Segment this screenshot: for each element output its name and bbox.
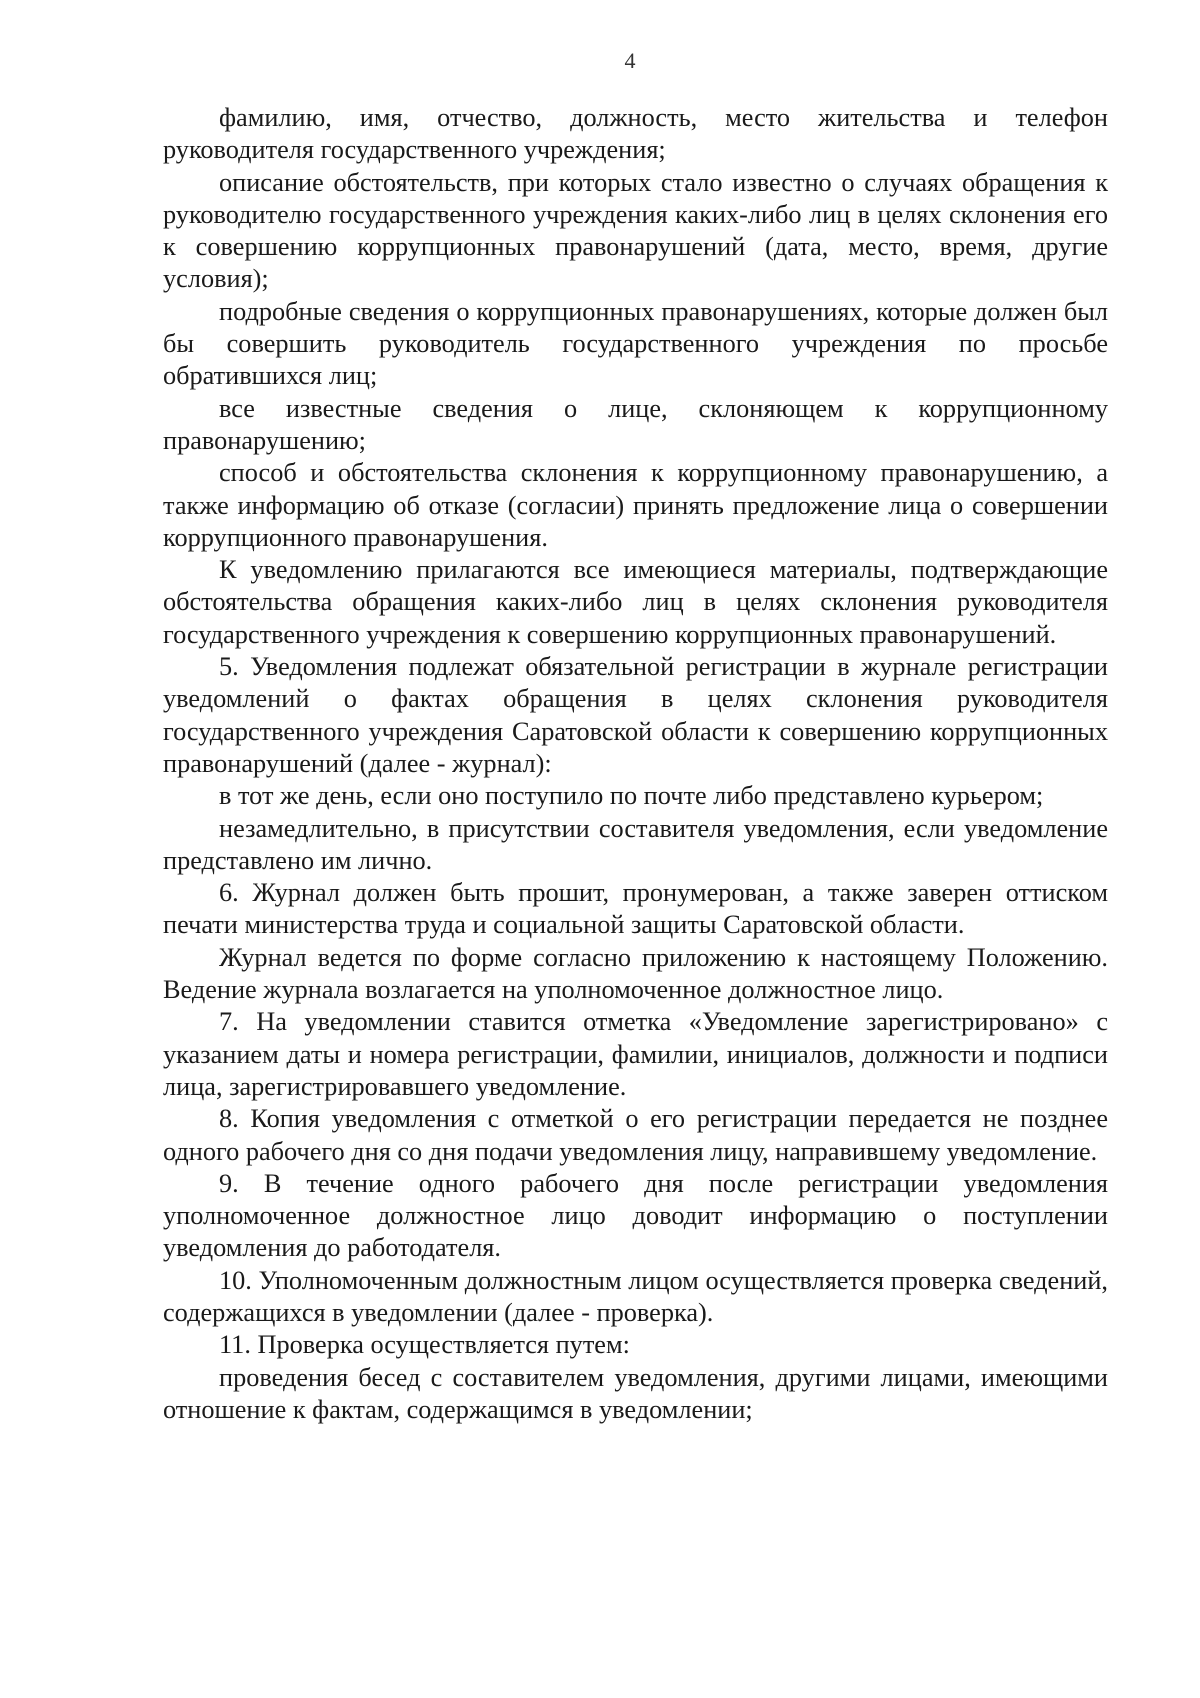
paragraph: Журнал ведется по форме согласно приложению к настоящему Положению. Ведение журнала возлагается на уполномоченное должностное лицо. [163,942,1108,1005]
paragraph: описание обстоятельств, при которых стало известно о случаях обращения к руководителю государственного учреждения каких-либо лиц в целях склонения его к совершению коррупционных правонарушений (дата, место, время, другие условия); [163,167,1108,294]
paragraph: 11. Проверка осуществляется путем: [219,1330,630,1360]
paragraph: 8. Копия уведомления с отметкой о его регистрации передается не позднее одного рабочего дня со дня подачи уведомления лицу, направившему уведомление. [163,1104,1108,1166]
paragraph: все известные сведения о лице, склоняющем к коррупционному правонарушению; [163,393,1108,455]
page-number: 4 [624,48,636,73]
document-body [163,102,1108,1426]
paragraph: проведения бесед с составителем уведомления, другими лицами, имеющими отношение к фактам, содержащимся в уведомлении; [163,1362,1108,1424]
paragraph: подробные сведения о коррупционных правонарушениях, которые должен был бы совершить руководитель государственного учреждения по просьбе обратившихся лиц; [163,296,1108,391]
paragraph: фамилию, имя, отчество, должность, место жительства и телефон руководителя государственного учреждения; [163,103,1108,165]
paragraph: в тот же день, если оно поступило по почте либо представлено курьером; [219,781,1044,811]
paragraph: 10. Уполномоченным должностным лицом осуществляется проверка сведений, содержащихся в уведомлении (далее - проверка). [163,1265,1108,1327]
paragraph: способ и обстоятельства склонения к коррупционному правонарушению, а также информацию об отказе (согласии) принять предложение лица о совершении коррупционного правонарушения. [163,458,1108,552]
paragraph: 5. Уведомления подлежат обязательной регистрации в журнале регистрации уведомлений о фактах обращения в целях склонения руководителя государственного учреждения Саратовской области к совершению коррупционных правонарушений (далее - журнал): [163,652,1108,778]
paragraph: 9. В течение одного рабочего дня после регистрации уведомления уполномоченное должностное лицо доводит информацию о поступлении уведомления до работодателя. [163,1168,1108,1263]
paragraph: 6. Журнал должен быть прошит, пронумерован, а также заверен оттиском печати министерства труда и социальной защиты Саратовской области. [163,878,1108,940]
paragraph: 7. На уведомлении ставится отметка «Уведомление зарегистрировано» с указанием даты и номера регистрации, фамилии, инициалов, должности и подписи лица, зарегистрировавшего уведомление. [163,1007,1108,1101]
paragraph: К уведомлению прилагаются все имеющиеся материалы, подтверждающие обстоятельства обращения каких-либо лиц в целях склонения руководителя государственного учреждения к совершению коррупционных правонарушений. [163,555,1108,649]
paragraph: незамедлительно, в присутствии составителя уведомления, если уведомление представлено им лично. [163,813,1108,875]
